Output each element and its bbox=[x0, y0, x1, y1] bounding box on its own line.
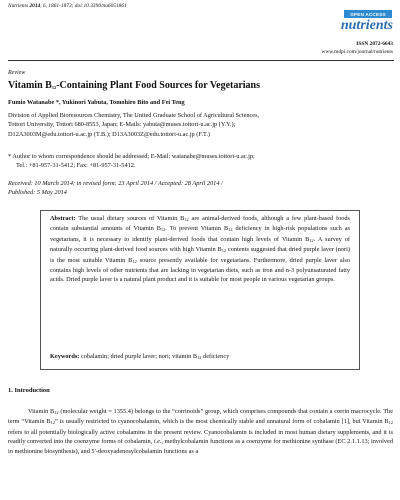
intro-italic: i.e. bbox=[153, 438, 162, 446]
intro-subscript: 12 bbox=[54, 410, 59, 415]
abstract-segment: source presently available for vegetarians. Furthermore, dried purple laver also contains high levels of other nutrients that are lacking in vegetarian diets, such as iron and n-3 polyunsaturated fatty acids. Dried purple laver is a natural plant product and it is suitable for most people in various vegetarian groups. bbox=[50, 256, 350, 284]
dates-line: Published: 5 May 2014 bbox=[8, 189, 67, 197]
abstract-subscript: 12 bbox=[221, 248, 227, 254]
citation-rest: , 6, 1861-1873; doi:10.3390/nu6051861 bbox=[40, 3, 127, 9]
article-dates bbox=[8, 179, 393, 198]
author-list: Fumio Watanabe *, Yukinori Yabuta, Tomohiro Bito and Fei Teng bbox=[8, 99, 185, 106]
abstract-subscript: 12 bbox=[228, 227, 233, 233]
journal-url[interactable]: www.mdpi.com/journal/nutrients bbox=[321, 49, 393, 55]
article-title bbox=[8, 80, 260, 91]
abstract-segment: . A survey of naturally occurring plant-derived food sources with high Vitamin B bbox=[50, 235, 350, 254]
journal-logo: nutrients bbox=[340, 18, 393, 33]
correspondence bbox=[8, 152, 393, 171]
intro-subscript: 12 bbox=[50, 420, 55, 426]
affiliation bbox=[8, 111, 393, 139]
correspondence-line: * Author to whom correspondence should be addressed; E-Mail: watanabe@muses.tottori-u.ac.jp; bbox=[8, 153, 255, 160]
intro-segment: (molecular weight = 1355.4) belongs to the “corrinoids” group, which comprises compounds that contain a corrin macrocycle. The term “Vitamin B bbox=[8, 408, 393, 426]
issn-text: ISSN 2072-6643 bbox=[356, 41, 393, 47]
title-part: Vitamin B bbox=[8, 80, 52, 91]
abstract-subscript: 12 bbox=[132, 258, 137, 264]
intro-segment: refers to all potentially biologically active cobalamins in the present review. Cyanocobalamin is included in most human dietary supplements, and it is readily converted into the coenzyme forms of cobalamin, bbox=[8, 428, 393, 446]
keywords bbox=[50, 352, 350, 362]
open-access-badge: OPEN ACCESS bbox=[344, 10, 392, 18]
affiliation-line: Tottori University, Tottori 680-8553, Japan; E-Mails: yabuta@muses.tottori-u.ac.jp (Y.Y.); bbox=[8, 121, 236, 129]
abstract-segment: are animal-derived foods, although a few plant-based foods contain substantial amounts of Vitamin B bbox=[50, 215, 351, 233]
intro-segment: Vitamin B bbox=[28, 408, 55, 415]
section-heading-introduction: 1. Introduction bbox=[8, 387, 50, 394]
abstract-segment: contents suggested that dried purple laver (nori) is the most suitable Vitamin B bbox=[50, 246, 350, 264]
abstract-label: Abstract: bbox=[50, 215, 76, 222]
journal-citation bbox=[8, 3, 127, 9]
keywords-label: Keywords: bbox=[50, 353, 80, 360]
article-type: Review bbox=[8, 70, 26, 76]
abstract-text bbox=[50, 214, 350, 285]
abstract-segment: deficiency in high-risk populations such as vegetarians, it is necessary to identify plant-derived foods that contain high levels of Vitamin B bbox=[50, 225, 350, 243]
keywords-text: deficiency bbox=[201, 353, 230, 360]
abstract-segment: . To prevent Vitamin B bbox=[165, 225, 229, 233]
keywords-subscript: 12 bbox=[197, 355, 202, 360]
title-subscript: 12 bbox=[51, 85, 57, 90]
header-divider bbox=[8, 60, 394, 61]
intro-segment: ” is usually restricted to cyanocobalamin, which is the most chemically stable and unnatural form of cobalamin [1], but Vitamin B bbox=[54, 418, 389, 426]
title-part: -Containing Plant Food Sources for Vegetarians bbox=[56, 80, 261, 91]
keywords-text: cobalamin; dried purple laver; nori; vitamin B bbox=[80, 353, 198, 360]
abstract-subscript: 12 bbox=[184, 217, 189, 222]
affiliation-line: Division of Applied Bioresources Chemistry, The United Graduate School of Agricultural Sciences, bbox=[8, 112, 260, 119]
intro-segment: , methylcobalamin functions as a coenzyme for methionine synthase (EC 2.1.1.13; involved in methionine biosynthesis), and 5′-deoxyadenosylcobalamin functions as a bbox=[8, 438, 394, 455]
journal-name: Nutrients bbox=[8, 3, 29, 9]
intro-subscript: 12 bbox=[388, 420, 393, 426]
abstract-subscript: 12 bbox=[160, 227, 166, 233]
introduction-text bbox=[8, 407, 393, 456]
introduction-paragraph bbox=[8, 407, 393, 456]
abstract-segment: The usual dietary sources of Vitamin B bbox=[78, 215, 185, 222]
journal-year: 2014 bbox=[29, 3, 41, 9]
correspondence-line: Tel.: +81-957-31-5412; Fax: +81-957-31-5412. bbox=[16, 162, 136, 170]
dates-line: Received: 10 March 2014; in revised form: 23 April 2014 / Accepted: 28 April 2014 / bbox=[8, 180, 223, 187]
affiliation-line: D12A3003M@edu.tottori-u.ac.jp (T.B.); D13A3003Z@edu.tottori-u.ac.jp (F.T.) bbox=[8, 130, 211, 138]
abstract-subscript: 12 bbox=[309, 237, 314, 243]
